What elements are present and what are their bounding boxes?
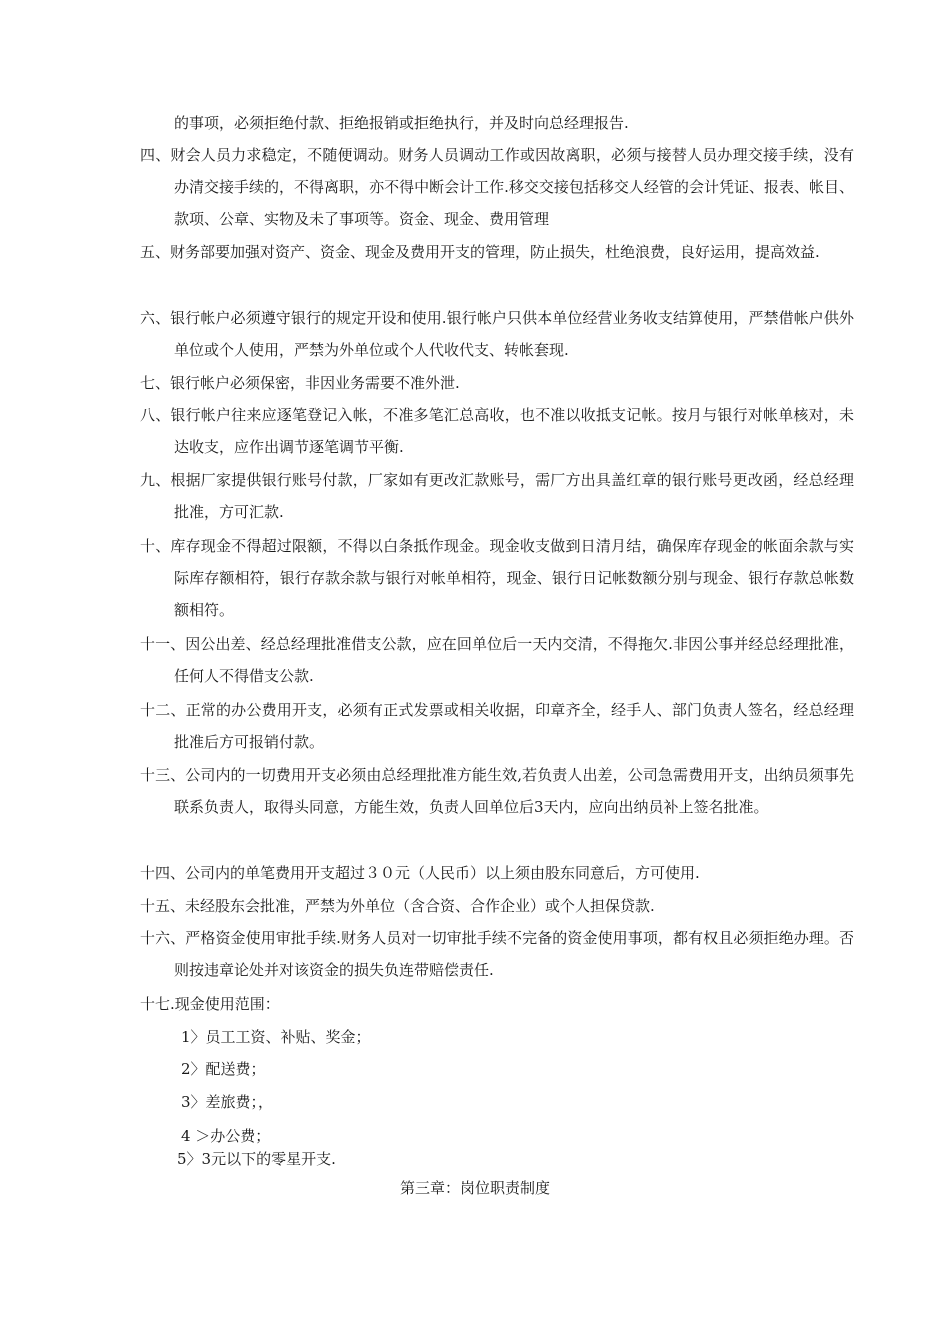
cash-use-item-5: 5〉3元以下的零星开支. bbox=[177, 1150, 336, 1168]
clause-16: 十六、严格资金使用审批手续.财务人员对一切审批手续不完备的资金使用事项，都有权且必须拒绝办理。否则按违章论处并对该资金的损失负连带赔偿责任. bbox=[140, 929, 854, 979]
clause-9: 九、根据厂家提供银行账号付款，厂家如有更改汇款账号，需厂方出具盖红章的银行账号更改函，经总经理批准，方可汇款. bbox=[140, 471, 854, 521]
cash-use-item-4: 4 ＞办公费； bbox=[181, 1127, 271, 1145]
clause-10: 十、库存现金不得超过限额，不得以白条抵作现金。现金收支做到日清月结，确保库存现金的帐面余款与实际库存额相符，银行存款余款与银行对帐单相符，现金、银行日记帐数额分别与现金、银行存款总帐数额相符。 bbox=[140, 537, 854, 619]
clause-8: 八、银行帐户往来应逐笔登记入帐，不准多笔汇总高收，也不准以收抵支记帐。按月与银行对帐单核对，未达收支，应作出调节逐笔调节平衡. bbox=[140, 406, 854, 456]
clause-12: 十二、正常的办公费用开支，必须有正式发票或相关收据，印章齐全，经手人、部门负责人签名，经总经理批准后方可报销付款。 bbox=[140, 701, 854, 751]
cash-use-item-2: 2〉配送费； bbox=[181, 1060, 266, 1078]
clause-7: 七、银行帐户必须保密，非因业务需要不准外泄. bbox=[140, 374, 460, 392]
clause-11: 十一、因公出差、经总经理批准借支公款，应在回单位后一天内交清，不得拖欠.非因公事并经总经理批准，任何人不得借支公款. bbox=[140, 635, 854, 685]
clause-14: 十四、公司内的单笔费用开支超过３０元（人民币）以上须由股东同意后，方可使用. bbox=[140, 864, 700, 882]
clause-17: 十七.现金使用范围： bbox=[140, 995, 280, 1013]
clause-5: 五、财务部要加强对资产、资金、现金及费用开支的管理，防止损失，杜绝浪费，良好运用，提高效益. bbox=[140, 243, 820, 261]
clause-6: 六、银行帐户必须遵守银行的规定开设和使用.银行帐户只供本单位经营业务收支结算使用，严禁借帐户供外单位或个人使用，严禁为外单位或个人代收代支、转帐套现. bbox=[140, 309, 854, 359]
cash-use-item-1: 1〉员工工资、补贴、奖金； bbox=[181, 1028, 371, 1046]
continuation-line: 的事项，必须拒绝付款、拒绝报销或拒绝执行，并及时向总经理报告. bbox=[174, 114, 629, 132]
clause-15: 十五、未经股东会批准，严禁为外单位（含合资、合作企业）或个人担保贷款. bbox=[140, 897, 655, 915]
clause-13: 十三、公司内的一切费用开支必须由总经理批准方能生效,若负责人出差，公司急需费用开支，出纳员须事先联系负责人，取得头同意，方能生效，负责人回单位后3天内，应向出纳员补上签名批准。 bbox=[140, 766, 854, 816]
clause-4: 四、财会人员力求稳定，不随便调动。财务人员调动工作或因故离职，必须与接替人员办理交接手续，没有办清交接手续的，不得离职，亦不得中断会计工作.移交交接包括移交人经管的会计凭证、报表、帐目、款项、公章、实物及未了事项等。资金、现金、费用管理 bbox=[140, 146, 854, 228]
chapter-title: 第三章：岗位职责制度 bbox=[399, 1179, 550, 1197]
cash-use-item-3: 3〉差旅费；， bbox=[181, 1093, 274, 1111]
